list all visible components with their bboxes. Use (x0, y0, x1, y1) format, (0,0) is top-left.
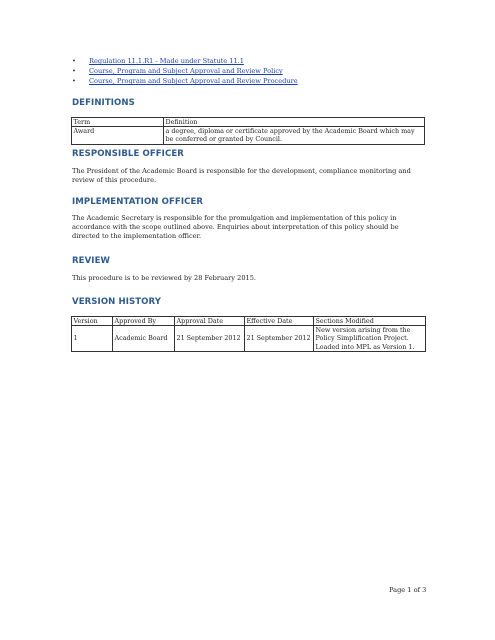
list-item (72, 76, 298, 86)
table-cell: 1 (72, 326, 113, 352)
table-header-cell: Definition (164, 118, 425, 127)
definitions-table (71, 117, 425, 145)
implementation-officer-text: The Academic Secretary is responsible for the promulgation and implementation of this policy in accordance with the scope outlined above. Enquiries about interpretation of this policy should be directed to the implementation officer. (72, 214, 399, 241)
version-history-table (71, 316, 426, 352)
table-cell: a degree, diploma or certificate approved by the Academic Board which may be conferred or granted by Council. (164, 127, 425, 144)
table-header-row (72, 118, 425, 127)
link-approval-review-policy[interactable]: Course, Program and Subject Approval and Review Policy (89, 67, 283, 75)
table-row (72, 326, 426, 352)
bullet-icon: • (72, 67, 76, 75)
table-header-cell: Term (72, 118, 164, 127)
link-approval-review-procedure[interactable]: Course, Program and Subject Approval and Review Procedure (89, 77, 298, 85)
review-text: This procedure is to be reviewed by 28 February 2015. (72, 274, 257, 282)
table-header-cell: Sections Modified (314, 317, 426, 326)
bullet-icon: • (72, 77, 76, 85)
table-header-cell: Approval Date (175, 317, 245, 326)
table-cell: 21 September 2012 (245, 326, 314, 352)
related-links-list (72, 56, 298, 86)
bullet-icon: • (72, 57, 76, 65)
link-regulation[interactable]: Regulation 11.1.R1 - Made under Statute 11.1 (89, 57, 244, 65)
table-row (72, 127, 425, 144)
table-cell: Academic Board (113, 326, 175, 352)
list-item (72, 66, 298, 76)
table-header-row (72, 317, 426, 326)
definitions-heading: DEFINITIONS (72, 97, 135, 108)
review-heading: REVIEW (72, 255, 111, 266)
table-header-cell: Approved By (113, 317, 175, 326)
table-cell: 21 September 2012 (175, 326, 245, 352)
version-history-heading: VERSION HISTORY (72, 296, 162, 307)
implementation-officer-heading: IMPLEMENTATION OFFICER (72, 196, 204, 207)
responsible-officer-heading: RESPONSIBLE OFFICER (72, 148, 184, 159)
list-item (72, 56, 298, 66)
table-header-cell: Effective Date (245, 317, 314, 326)
table-header-cell: Version (72, 317, 113, 326)
page-number: Page 1 of 3 (389, 586, 427, 594)
responsible-officer-text: The President of the Academic Board is responsible for the development, compliance monitoring and review of this procedure. (72, 167, 411, 185)
table-cell: Award (72, 127, 164, 144)
table-cell: New version arising from the Policy Simplification Project. Loaded into MPL as Version 1. (314, 326, 426, 352)
